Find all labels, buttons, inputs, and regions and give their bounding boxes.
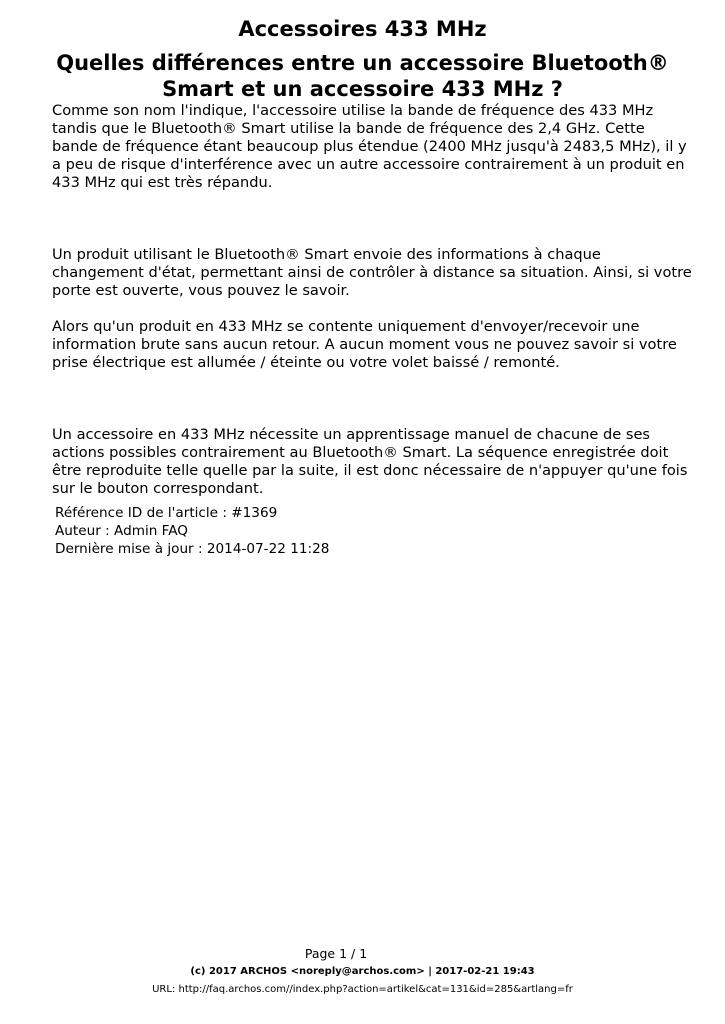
paragraph-bluetooth-state: Un produit utilisant le Bluetooth® Smart envoie des informations à chaque changement d'état, permettant ainsi de contrôler à distance sa situation. Ainsi, si votre porte est ouverte, vous pouvez le savoir. — [52, 246, 692, 299]
paragraph-learning: Un accessoire en 433 MHz nécessite un apprentissage manuel de chacune de ses actions possibles contrairement au Bluetooth® Smart. La séquence enregistrée doit être reproduite telle quelle par la suite, il est donc nécessaire de n'appuyer qu'une fois sur le bouton correspondant. — [52, 426, 688, 497]
footer-copyright: (c) 2017 ARCHOS <noreply@archos.com> | 2017-02-21 19:43 — [190, 966, 535, 977]
spacer — [52, 192, 692, 246]
footer-url: URL: http://faq.archos.com//index.php?action=artikel&cat=131&id=285&artlang=fr — [152, 984, 573, 995]
paragraph-frequency: Comme son nom l'indique, l'accessoire utilise la bande de fréquence des 433 MHz tandis que le Bluetooth® Smart utilise la bande de fréquence des 2,4 GHz. Cette bande de fréquence étant beaucoup plus étendue (2400 MHz jusqu'à 2483,5 MHz), il y a peu de risque d'interférence avec un autre accessoire contrairement à un produit en 433 MHz qui est très répandu. — [52, 102, 687, 191]
paragraph-433-raw: Alors qu'un produit en 433 MHz se contente uniquement d'envoyer/recevoir une information brute sans aucun retour. A aucun moment vous ne pouvez savoir si votre prise électrique est allumée / éteinte ou votre volet baissé / remonté. — [52, 318, 677, 371]
spacer — [52, 372, 692, 426]
page-number: Page 1 / 1 — [304, 946, 368, 961]
article-meta — [55, 504, 329, 558]
article-reference: Référence ID de l'article : #1369 — [55, 505, 278, 521]
spacer — [52, 300, 692, 318]
article-title: Quelles différences entre un accessoire Bluetooth® Smart et un accessoire 433 MHz ? — [56, 51, 669, 101]
article-body — [52, 102, 692, 498]
category-heading: Accessoires 433 MHz — [238, 17, 487, 41]
article-author: Auteur : Admin FAQ — [55, 523, 189, 539]
article-updated: Dernière mise à jour : 2014-07-22 11:28 — [55, 541, 330, 557]
